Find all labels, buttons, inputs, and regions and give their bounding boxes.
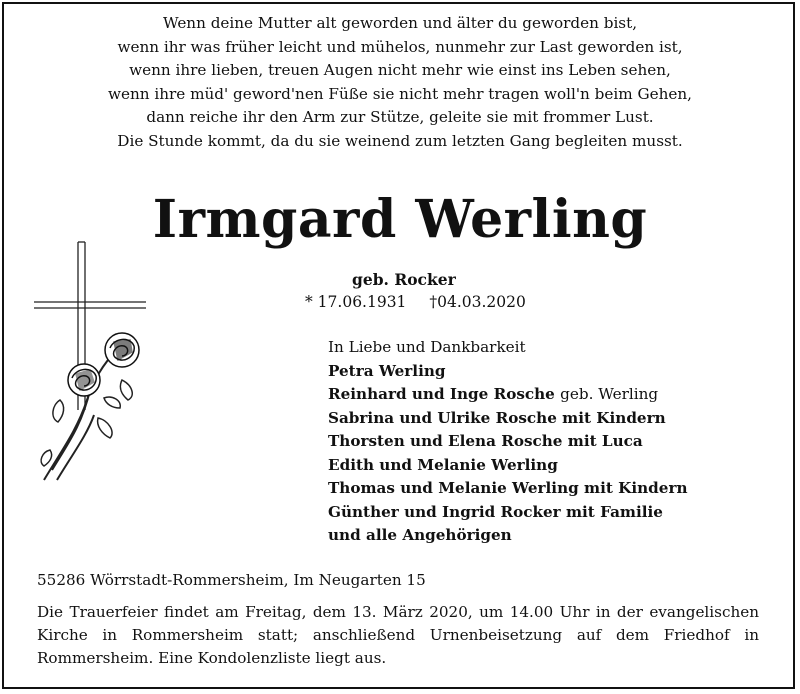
poem-line: wenn ihre lieben, treuen Augen nicht mehr wie einst ins Leben sehen, (129, 61, 671, 80)
mourner-line: Günther und Ingrid Rocker mit Familie (328, 502, 663, 521)
service-line: Die Trauerfeier findet am Freitag, dem 13. März 2020, um 14.00 Uhr in der evangelischen (37, 603, 759, 621)
funeral-service-info (37, 601, 759, 670)
poem-line: wenn ihre müd' geword'nen Füße sie nicht mehr tragen woll'n beim Gehen, (108, 84, 692, 103)
born-name: geb. Rocker (352, 270, 456, 289)
mourners-list (328, 336, 688, 548)
cross-with-roses-icon (32, 240, 152, 490)
deceased-name: Irmgard Werling (152, 189, 648, 250)
poem-line: dann reiche ihr den Arm zur Stütze, geleite sie mit frommer Lust. (146, 108, 654, 127)
service-line: Rommersheim. Eine Kondolenzliste liegt aus. (37, 649, 387, 667)
life-dates (305, 293, 526, 311)
mourner-line: Thorsten und Elena Rosche mit Luca (328, 432, 643, 450)
mourner-line: und alle Angehörigen (328, 526, 512, 544)
service-line: Kirche in Rommersheim statt; anschließend Urnenbeisetzung auf dem Friedhof in (37, 626, 759, 644)
mourner-line: Thomas und Melanie Werling mit Kindern (328, 479, 688, 497)
mourner-line (328, 383, 688, 407)
address: 55286 Wörrstadt-Rommersheim, Im Neugarten 15 (37, 571, 426, 589)
poem-line: Wenn deine Mutter alt geworden und älter du geworden bist, (162, 14, 638, 32)
birth-date: * 17.06.1931 (305, 293, 407, 311)
mourners-intro: In Liebe und Dankbarkeit (328, 338, 526, 356)
poem-line: Die Stunde kommt, da du sie weinend zum letzten Gang begleiten musst. (117, 131, 683, 150)
mourner-name: Reinhard und Inge Rosche (328, 385, 555, 403)
poem-line: wenn ihr was früher leicht und mühelos, nunmehr zur Last geworden ist, (117, 37, 683, 56)
poem (0, 12, 800, 154)
mourner-line: Sabrina und Ulrike Rosche mit Kindern (328, 408, 666, 427)
mourner-born-name: geb. Werling (560, 385, 659, 403)
death-date: †04.03.2020 (429, 293, 526, 311)
mourner-line: Petra Werling (328, 361, 446, 380)
mourner-line: Edith und Melanie Werling (328, 455, 558, 474)
